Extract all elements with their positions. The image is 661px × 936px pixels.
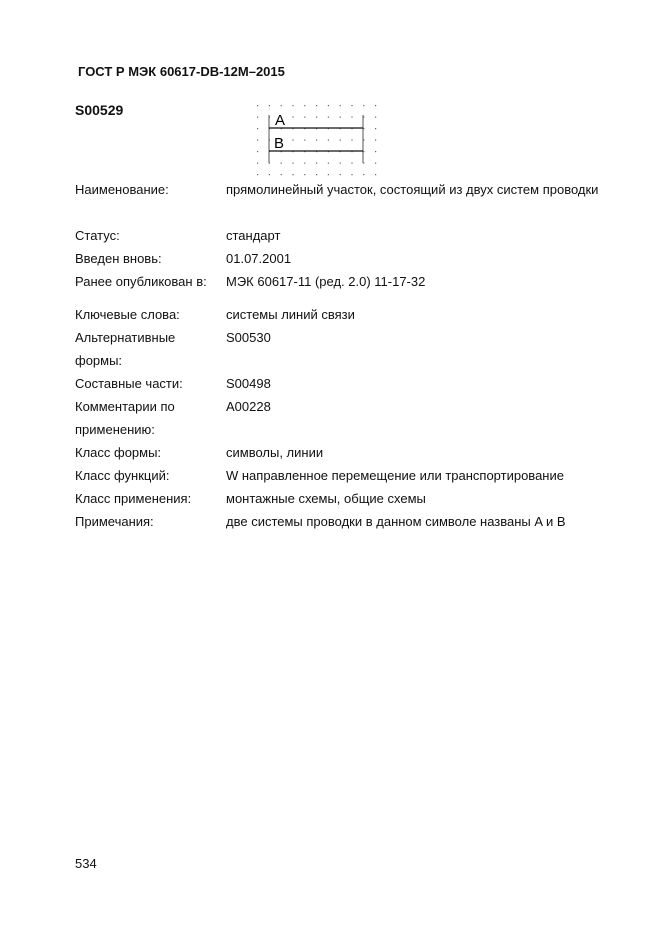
field-label: Класс формы: [75, 445, 162, 460]
grid-dot [257, 140, 258, 141]
grid-dot [340, 140, 341, 141]
grid-dot [292, 117, 293, 118]
grid-dot [269, 105, 270, 106]
grid-dot [375, 151, 376, 152]
field-label: Наименование: [75, 182, 169, 197]
field-value: две системы проводки в данном символе названы A и B [226, 514, 566, 529]
grid-dot [292, 105, 293, 106]
field-value: стандарт [226, 228, 281, 243]
grid-dot [328, 117, 329, 118]
grid-dot [375, 140, 376, 141]
field-value: МЭК 60617-11 (ред. 2.0) 11-17-32 [226, 274, 426, 289]
grid-dot [351, 117, 352, 118]
grid-dot [328, 140, 329, 141]
field-value: монтажные схемы, общие схемы [226, 491, 426, 506]
field-value: прямолинейный участок, состоящий из двух систем проводки [226, 182, 599, 197]
field-value: S00498 [226, 376, 271, 391]
field-label: Статус: [75, 228, 120, 243]
grid-dot [281, 163, 282, 164]
grid-dot [328, 105, 329, 106]
field-value: системы линий связи [226, 307, 355, 322]
grid-dot [257, 174, 258, 175]
field-label: Класс функций: [75, 468, 170, 483]
grid-dot [340, 163, 341, 164]
grid-dot [304, 105, 305, 106]
field-label: Составные части: [75, 376, 183, 391]
grid-dot [292, 174, 293, 175]
grid-dot [363, 174, 364, 175]
grid-dot [340, 105, 341, 106]
field-label: Ранее опубликован в: [75, 274, 207, 289]
field-label: Класс применения: [75, 491, 192, 506]
grid-dot [257, 163, 258, 164]
grid-dot [281, 105, 282, 106]
grid-dot [351, 140, 352, 141]
symbol-code: S00529 [75, 102, 124, 118]
standard-header: ГОСТ Р МЭК 60617-DB-12M–2015 [78, 64, 285, 79]
grid-dot [375, 105, 376, 106]
grid-dot [375, 117, 376, 118]
field-value: символы, линии [226, 445, 324, 460]
grid-dot [375, 128, 376, 129]
grid-dot [363, 105, 364, 106]
grid-dot [351, 174, 352, 175]
grid-dot [316, 174, 317, 175]
field-label: Ключевые слова: [75, 307, 180, 322]
field-label: Примечания: [75, 514, 154, 529]
symbol-graphic [250, 95, 390, 180]
grid-dot [257, 105, 258, 106]
grid-dot [292, 140, 293, 141]
field-label: Комментарии по применению: [75, 399, 175, 437]
symbol-label-a: A [275, 112, 286, 129]
symbol-label-b: B [274, 135, 285, 152]
grid-dot [304, 174, 305, 175]
field-value: A00228 [226, 399, 271, 414]
grid-dot [316, 163, 317, 164]
grid-dot [351, 105, 352, 106]
field-value: 01.07.2001 [226, 251, 292, 266]
grid-dot [328, 174, 329, 175]
grid-dot [304, 140, 305, 141]
grid-dot [375, 174, 376, 175]
grid-dot [351, 163, 352, 164]
grid-dot [281, 174, 282, 175]
field-label: Альтернативные формы: [75, 330, 176, 368]
grid-dot [340, 174, 341, 175]
grid-dot [292, 163, 293, 164]
grid-dot [340, 117, 341, 118]
field-label: Введен вновь: [75, 251, 162, 266]
grid-dot [304, 117, 305, 118]
grid-dot [257, 151, 258, 152]
grid-dot [316, 140, 317, 141]
field-value: S00530 [226, 330, 271, 345]
grid-dot [304, 163, 305, 164]
grid-dot [257, 128, 258, 129]
grid-dot [375, 163, 376, 164]
field-value: W направленное перемещение или транспортирование [226, 468, 564, 483]
grid-dot [316, 105, 317, 106]
page-number: 534 [75, 856, 97, 871]
grid-dot [316, 117, 317, 118]
grid-dot [269, 174, 270, 175]
grid-dot [328, 163, 329, 164]
grid-dot [257, 117, 258, 118]
